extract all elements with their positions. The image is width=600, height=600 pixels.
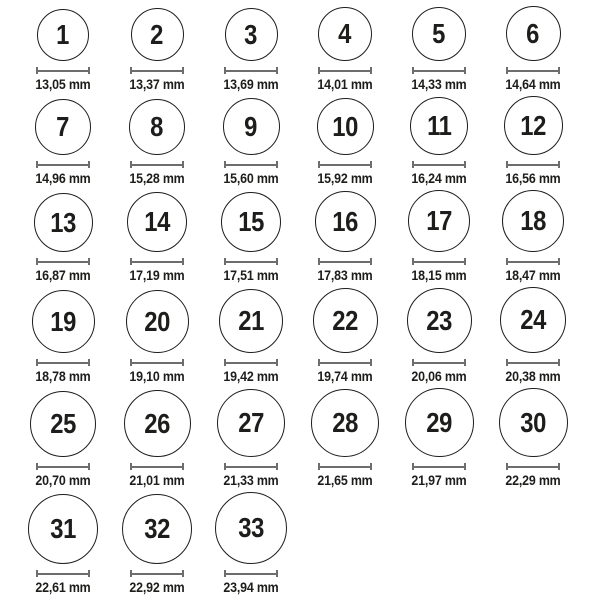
ring-size-number: 21 bbox=[238, 305, 264, 336]
ring-size-cell bbox=[298, 7, 392, 93]
diameter-label: 16,56 mm bbox=[505, 171, 561, 186]
ring-size-cell bbox=[204, 389, 298, 489]
ring-size-number: 29 bbox=[426, 406, 452, 438]
diameter-label: 16,87 mm bbox=[35, 268, 91, 283]
ring-size-number: 26 bbox=[144, 407, 170, 439]
ring-size-cell bbox=[392, 388, 486, 489]
measure-right-tick bbox=[276, 570, 278, 577]
diameter-measure-line bbox=[130, 161, 184, 168]
ring-circle bbox=[405, 388, 474, 457]
measure-bar bbox=[224, 466, 278, 468]
ring-circle bbox=[34, 193, 93, 252]
measure-bar bbox=[36, 70, 90, 72]
diameter-label: 22,61 mm bbox=[35, 580, 91, 595]
ring-size-number: 4 bbox=[338, 18, 352, 49]
diameter-measure-line bbox=[224, 67, 278, 74]
measure-bar bbox=[36, 466, 90, 468]
measure-bar bbox=[318, 466, 372, 468]
diameter-label: 22,92 mm bbox=[129, 580, 185, 595]
ring-size-cell bbox=[298, 191, 392, 284]
ring-circle bbox=[32, 290, 95, 353]
chart-row bbox=[16, 492, 600, 596]
measure-right-tick bbox=[370, 161, 372, 168]
measure-right-tick bbox=[464, 463, 466, 470]
measure-bar bbox=[506, 362, 560, 364]
diameter-label: 14,33 mm bbox=[411, 77, 467, 92]
diameter-measure-line bbox=[318, 258, 372, 265]
diameter-measure-line bbox=[224, 359, 278, 366]
ring-size-cell bbox=[392, 7, 486, 93]
diameter-label: 15,60 mm bbox=[223, 171, 279, 186]
measure-right-tick bbox=[558, 258, 560, 265]
measure-right-tick bbox=[88, 570, 90, 577]
diameter-measure-line bbox=[224, 258, 278, 265]
ring-size-cell bbox=[204, 192, 298, 284]
measure-right-tick bbox=[182, 359, 184, 366]
measure-right-tick bbox=[88, 161, 90, 168]
diameter-label: 20,06 mm bbox=[411, 369, 467, 384]
ring-size-number: 12 bbox=[520, 109, 546, 141]
measure-bar bbox=[224, 573, 278, 575]
measure-bar bbox=[130, 466, 184, 468]
ring-size-cell bbox=[110, 390, 204, 489]
ring-circle bbox=[215, 492, 287, 564]
diameter-label: 14,01 mm bbox=[317, 77, 373, 92]
measure-bar bbox=[36, 164, 90, 166]
measure-right-tick bbox=[276, 161, 278, 168]
measure-right-tick bbox=[276, 258, 278, 265]
ring-size-number: 11 bbox=[426, 110, 452, 141]
measure-bar bbox=[506, 466, 560, 468]
ring-size-cell bbox=[486, 287, 580, 385]
measure-right-tick bbox=[370, 359, 372, 366]
ring-circle bbox=[35, 99, 91, 155]
ring-size-cell bbox=[486, 6, 580, 93]
measure-right-tick bbox=[370, 67, 372, 74]
diameter-measure-line bbox=[412, 258, 466, 265]
ring-size-number: 14 bbox=[144, 206, 170, 237]
measure-bar bbox=[130, 573, 184, 575]
ring-circle bbox=[318, 7, 372, 61]
ring-circle bbox=[28, 494, 98, 564]
ring-circle bbox=[500, 287, 566, 353]
ring-circle bbox=[124, 390, 191, 457]
diameter-measure-line bbox=[506, 67, 560, 74]
ring-size-number: 30 bbox=[520, 406, 546, 438]
measure-right-tick bbox=[276, 359, 278, 366]
measure-bar bbox=[506, 164, 560, 166]
ring-size-cell bbox=[110, 494, 204, 596]
ring-circle bbox=[219, 289, 283, 353]
ring-size-number: 15 bbox=[238, 206, 264, 237]
diameter-measure-line bbox=[506, 258, 560, 265]
ring-size-cell bbox=[16, 9, 110, 93]
diameter-measure-line bbox=[36, 161, 90, 168]
diameter-label: 21,01 mm bbox=[129, 473, 185, 488]
measure-right-tick bbox=[464, 359, 466, 366]
measure-bar bbox=[224, 261, 278, 263]
measure-right-tick bbox=[464, 67, 466, 74]
ring-size-cell bbox=[204, 289, 298, 385]
diameter-label: 23,94 mm bbox=[223, 580, 279, 595]
measure-right-tick bbox=[370, 258, 372, 265]
measure-bar bbox=[36, 573, 90, 575]
measure-bar bbox=[412, 362, 466, 364]
ring-circle bbox=[122, 494, 192, 564]
ring-size-number: 2 bbox=[150, 18, 164, 50]
ring-size-cell bbox=[486, 96, 580, 187]
ring-size-number: 19 bbox=[50, 305, 76, 337]
measure-bar bbox=[506, 261, 560, 263]
measure-bar bbox=[318, 362, 372, 364]
ring-circle bbox=[311, 389, 379, 457]
diameter-label: 20,38 mm bbox=[505, 369, 561, 384]
measure-bar bbox=[318, 164, 372, 166]
ring-size-cell bbox=[298, 98, 392, 187]
ring-size-number: 23 bbox=[426, 304, 452, 336]
ring-size-number: 5 bbox=[432, 18, 446, 49]
chart-row bbox=[16, 96, 600, 187]
diameter-measure-line bbox=[318, 463, 372, 470]
ring-size-cell bbox=[110, 99, 204, 187]
measure-bar bbox=[318, 261, 372, 263]
chart-row bbox=[16, 287, 600, 385]
measure-right-tick bbox=[88, 258, 90, 265]
measure-right-tick bbox=[88, 463, 90, 470]
diameter-label: 14,96 mm bbox=[35, 171, 91, 186]
chart-row bbox=[16, 6, 600, 93]
ring-circle bbox=[317, 98, 374, 155]
ring-size-cell bbox=[486, 388, 580, 489]
measure-right-tick bbox=[558, 161, 560, 168]
ring-size-number: 3 bbox=[244, 18, 258, 50]
ring-size-cell bbox=[16, 391, 110, 489]
ring-size-cell bbox=[110, 8, 204, 93]
ring-size-number: 17 bbox=[426, 205, 452, 236]
ring-circle bbox=[126, 290, 189, 353]
measure-right-tick bbox=[182, 67, 184, 74]
diameter-label: 22,29 mm bbox=[505, 473, 561, 488]
measure-right-tick bbox=[182, 258, 184, 265]
diameter-measure-line bbox=[36, 359, 90, 366]
diameter-measure-line bbox=[318, 359, 372, 366]
diameter-measure-line bbox=[412, 463, 466, 470]
ring-size-cell bbox=[16, 494, 110, 596]
ring-size-cell bbox=[392, 190, 486, 284]
diameter-measure-line bbox=[36, 67, 90, 74]
diameter-label: 17,51 mm bbox=[223, 268, 279, 283]
chart-row bbox=[16, 190, 600, 284]
diameter-measure-line bbox=[506, 161, 560, 168]
diameter-label: 15,92 mm bbox=[317, 171, 373, 186]
measure-bar bbox=[224, 164, 278, 166]
ring-circle bbox=[407, 288, 472, 353]
diameter-label: 15,28 mm bbox=[129, 171, 185, 186]
ring-size-cell bbox=[110, 290, 204, 385]
diameter-measure-line bbox=[130, 67, 184, 74]
diameter-measure-line bbox=[36, 258, 90, 265]
diameter-label: 21,97 mm bbox=[411, 473, 467, 488]
ring-size-number: 8 bbox=[150, 111, 164, 142]
ring-size-number: 25 bbox=[50, 408, 76, 439]
ring-size-number: 16 bbox=[332, 205, 358, 237]
diameter-label: 18,78 mm bbox=[35, 369, 91, 384]
ring-circle bbox=[127, 192, 187, 252]
ring-size-cell bbox=[204, 492, 298, 596]
diameter-label: 13,69 mm bbox=[223, 77, 279, 92]
ring-size-cell bbox=[204, 8, 298, 93]
measure-right-tick bbox=[88, 359, 90, 366]
ring-circle bbox=[506, 6, 561, 61]
measure-bar bbox=[130, 70, 184, 72]
ring-circle bbox=[225, 8, 278, 61]
measure-bar bbox=[224, 362, 278, 364]
diameter-label: 18,47 mm bbox=[505, 268, 561, 283]
ring-size-cell bbox=[392, 288, 486, 385]
ring-circle bbox=[410, 97, 468, 155]
diameter-label: 14,64 mm bbox=[505, 77, 561, 92]
measure-bar bbox=[412, 70, 466, 72]
ring-circle bbox=[313, 288, 378, 353]
diameter-label: 19,10 mm bbox=[129, 369, 185, 384]
measure-bar bbox=[224, 70, 278, 72]
measure-right-tick bbox=[276, 463, 278, 470]
ring-circle bbox=[408, 190, 470, 252]
measure-bar bbox=[36, 261, 90, 263]
ring-size-number: 20 bbox=[144, 305, 170, 337]
diameter-label: 17,19 mm bbox=[129, 268, 185, 283]
diameter-label: 13,05 mm bbox=[35, 77, 91, 92]
ring-size-number: 24 bbox=[520, 304, 546, 335]
measure-right-tick bbox=[88, 67, 90, 74]
ring-size-cell bbox=[110, 192, 204, 284]
measure-right-tick bbox=[558, 463, 560, 470]
ring-size-number: 22 bbox=[332, 304, 358, 336]
measure-bar bbox=[412, 466, 466, 468]
measure-right-tick bbox=[464, 161, 466, 168]
ring-size-number: 28 bbox=[332, 407, 358, 438]
diameter-label: 13,37 mm bbox=[129, 77, 185, 92]
ring-size-cell bbox=[298, 288, 392, 385]
diameter-measure-line bbox=[130, 258, 184, 265]
diameter-measure-line bbox=[36, 463, 90, 470]
diameter-label: 19,74 mm bbox=[317, 369, 373, 384]
measure-right-tick bbox=[276, 67, 278, 74]
measure-bar bbox=[36, 362, 90, 364]
ring-size-number: 9 bbox=[244, 110, 258, 142]
measure-right-tick bbox=[558, 67, 560, 74]
measure-bar bbox=[130, 261, 184, 263]
ring-size-cell bbox=[16, 290, 110, 385]
ring-size-number: 33 bbox=[238, 512, 264, 543]
diameter-measure-line bbox=[130, 359, 184, 366]
measure-bar bbox=[130, 362, 184, 364]
diameter-label: 19,42 mm bbox=[223, 369, 279, 384]
diameter-measure-line bbox=[130, 463, 184, 470]
ring-circle bbox=[30, 391, 96, 457]
ring-circle bbox=[412, 7, 466, 61]
measure-right-tick bbox=[182, 463, 184, 470]
diameter-measure-line bbox=[224, 570, 278, 577]
ring-size-number: 27 bbox=[238, 407, 264, 438]
ring-circle bbox=[499, 388, 568, 457]
measure-right-tick bbox=[370, 463, 372, 470]
measure-bar bbox=[506, 70, 560, 72]
diameter-label: 20,70 mm bbox=[35, 473, 91, 488]
ring-size-number: 32 bbox=[144, 513, 170, 544]
measure-right-tick bbox=[558, 359, 560, 366]
diameter-label: 21,33 mm bbox=[223, 473, 279, 488]
ring-size-number: 7 bbox=[56, 111, 70, 142]
ring-size-cell bbox=[298, 389, 392, 489]
ring-circle bbox=[223, 98, 280, 155]
ring-circle bbox=[131, 8, 184, 61]
diameter-measure-line bbox=[506, 463, 560, 470]
ring-size-number: 31 bbox=[50, 513, 76, 544]
diameter-measure-line bbox=[36, 570, 90, 577]
diameter-measure-line bbox=[412, 67, 466, 74]
diameter-measure-line bbox=[224, 161, 278, 168]
diameter-label: 18,15 mm bbox=[411, 268, 467, 283]
ring-circle bbox=[504, 96, 563, 155]
ring-size-cell bbox=[16, 99, 110, 187]
diameter-label: 21,65 mm bbox=[317, 473, 373, 488]
measure-bar bbox=[412, 261, 466, 263]
ring-size-number: 18 bbox=[520, 205, 546, 236]
diameter-measure-line bbox=[318, 67, 372, 74]
ring-circle bbox=[37, 9, 89, 61]
measure-bar bbox=[412, 164, 466, 166]
diameter-label: 16,24 mm bbox=[411, 171, 467, 186]
ring-circle bbox=[502, 190, 564, 252]
measure-bar bbox=[130, 164, 184, 166]
ring-size-cell bbox=[16, 193, 110, 284]
diameter-label: 17,83 mm bbox=[317, 268, 373, 283]
diameter-measure-line bbox=[224, 463, 278, 470]
diameter-measure-line bbox=[412, 161, 466, 168]
ring-circle bbox=[217, 389, 285, 457]
measure-right-tick bbox=[464, 258, 466, 265]
measure-right-tick bbox=[182, 570, 184, 577]
ring-circle bbox=[221, 192, 281, 252]
diameter-measure-line bbox=[506, 359, 560, 366]
ring-size-cell bbox=[204, 98, 298, 187]
diameter-measure-line bbox=[318, 161, 372, 168]
ring-size-cell bbox=[392, 97, 486, 187]
measure-bar bbox=[318, 70, 372, 72]
ring-size-number: 6 bbox=[526, 17, 540, 49]
ring-size-cell bbox=[486, 190, 580, 284]
diameter-measure-line bbox=[130, 570, 184, 577]
ring-size-number: 13 bbox=[50, 206, 76, 238]
ring-circle bbox=[315, 191, 376, 252]
measure-right-tick bbox=[182, 161, 184, 168]
chart-row bbox=[16, 388, 600, 489]
ring-circle bbox=[129, 99, 185, 155]
ring-size-number: 10 bbox=[332, 110, 358, 142]
diameter-measure-line bbox=[412, 359, 466, 366]
ring-size-number: 1 bbox=[56, 19, 70, 50]
